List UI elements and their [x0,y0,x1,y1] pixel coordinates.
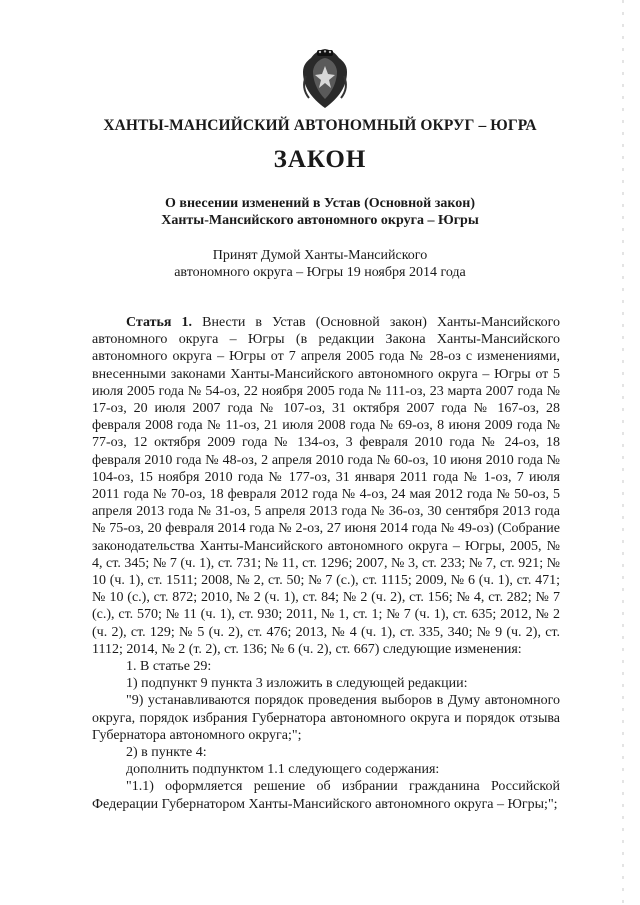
subtitle-line-2: Ханты-Мансийского автономного округа – Югры [161,213,479,228]
region-name: ХАНТЫ-МАНСИЙСКИЙ АВТОНОМНЫЙ ОКРУГ – ЮГРА [103,117,537,134]
article-label: Статья 1. [126,315,193,330]
item-1: 1. В статье 29: [126,659,212,675]
adoption-line-2: автономного округа – Югры 19 ноября 2014 года [174,265,466,280]
subtitle-line-1: О внесении изменений в Устав (Основной закон) [165,196,475,211]
adoption-line-1: Принят Думой Ханты-Мансийского [212,248,428,263]
law-body [92,314,560,813]
adoption-note [0,247,640,281]
subitem-1: 1) подпункт 9 пункта 3 изложить в следующей редакции: [126,676,468,692]
subitem-2-text: дополнить подпунктом 1.1 следующего содержания: [126,762,440,778]
article-1-paragraph [92,314,560,658]
coat-of-arms-emblem-icon [297,48,353,110]
quote-2: "1.1) оформляется решение об избрании гражданина Российской Федерации Губернатором Ханты-Мансийского автономного округа – Югры;"; [92,779,560,812]
document-type-title: ЗАКОН [273,146,367,173]
quote-1: "9) устанавливаются порядок проведения выборов в Думу автономного округа, порядок избрания Губернатора автономного округа и порядок отзыва Губернатора автономного округа;"; [92,693,560,743]
article-text: Внести в Устав (Основной закон) Ханты-Мансийского автономного округа – Югры (в редакции Закона Ханты-Мансийского автономного округа – Югры от 7 апреля 2005 года № 28-оз с изменениями, внесенными законами Ханты-Мансийского автономного округа – Югры от 5 июля 2005 года № 54-оз, 22 ноября 2005 года № 111-оз, 23 марта 2007 года № 17-оз, 20 июля 2007 года № 107-оз, 31 октября 2007 года № 167-оз, 28 февраля 2008 года № 11-оз, 21 июля 2008 года № 69-оз, 8 июня 2009 года № 77-оз, 12 октября 2009 года № 134-оз, 3 февраля 2010 года № 24-оз, 18 февраля 2010 года № 48-оз, 2 апреля 2010 года № 60-оз, 10 июня 2010 года № 104-оз, 15 ноября 2010 года № 177-оз, 31 января 2011 года № 1-оз, 7 июля 2011 года № 70-оз, 18 февраля 2012 года № 4-оз, 24 мая 2012 года № 50-оз, 5 апреля 2013 года № 31-оз, 5 апреля 2013 года № 36-оз, 30 сентября 2013 года № 75-оз, 20 февраля 2014 года № 2-оз, 27 июня 2014 года № 49-оз) (Собрание законодательства Ханты-Мансийского автономного округа – Югры, 2005, № 4, ст. 345; № 7 (ч. 1), ст. 731; № 11, ст. 1296; 2007, № 3, ст. 233; № 7, ст. 921; № 10 (ч. 1), ст. 1511; 2008, № 2, ст. 50; № 7 (с.), ст. 1115; 2009, № 6 (ч. 1), ст. 471; № 10 (с.), ст. 872; 2010, № 2 (ч. 1), ст. 84; № 2 (ч. 2), ст. 156; № 4, ст. 282; № 7 (с.), ст. 570; № 11 (ч. 1), ст. 930; 2011, № 1, ст. 1; № 7 (ч. 1), ст. 635; 2012, № 2 (ч. 2), ст. 129; № 5 (ч. 2), ст. 476; 2013, № 4 (ч. 1), ст. 335, 340; № 9 (ч. 2), ст. 1112; 2014, № 2 (т. 2), ст. 136; № 6 (ч. 2), ст. 667) следующие изменения: [92,315,560,657]
subitem-2: 2) в пункте 4: [126,745,207,761]
law-subtitle [0,195,640,229]
scan-edge-mark [621,0,625,905]
